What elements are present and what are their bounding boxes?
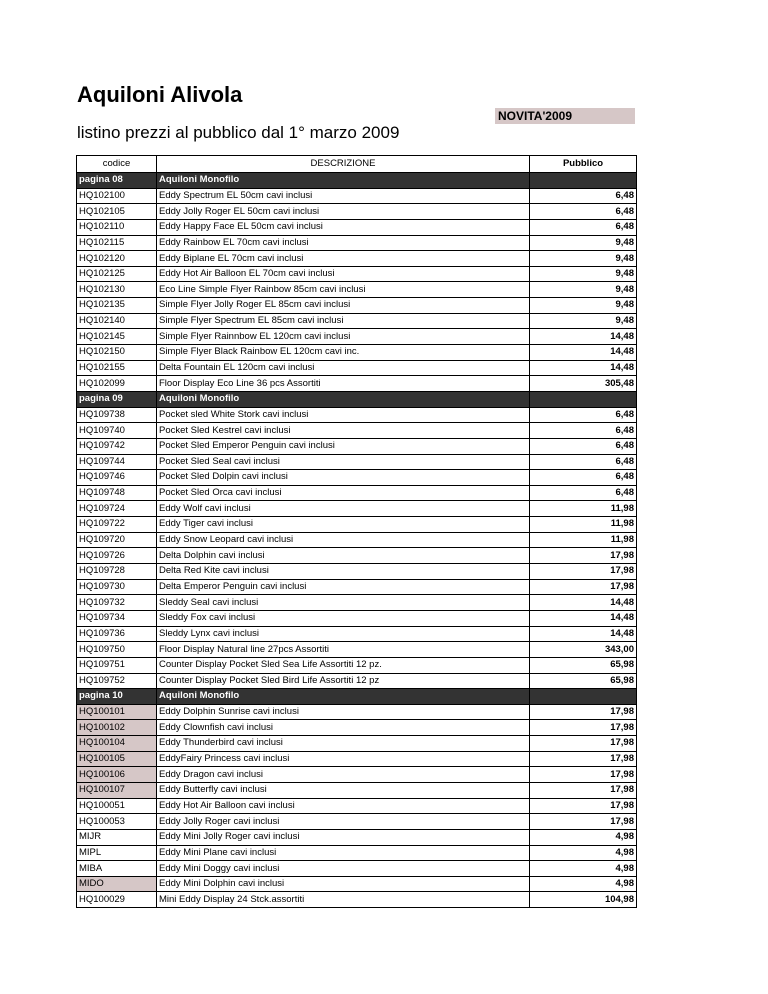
product-code-cell: HQ100053 <box>77 814 157 830</box>
product-code-cell: HQ109730 <box>77 579 157 595</box>
product-code-cell: HQ100107 <box>77 782 157 798</box>
table-header-row <box>77 156 637 173</box>
product-description-cell: Eddy Mini Doggy cavi inclusi <box>157 861 530 877</box>
product-code-cell: HQ102115 <box>77 235 157 251</box>
product-description-cell: Eddy Dragon cavi inclusi <box>157 767 530 783</box>
product-code-cell: HQ109746 <box>77 470 157 486</box>
table-row <box>77 360 637 376</box>
product-description-cell: Eddy Jolly Roger EL 50cm cavi inclusi <box>157 204 530 220</box>
product-price-cell: 6,48 <box>530 204 637 220</box>
product-price-cell: 6,48 <box>530 188 637 204</box>
product-code-cell: HQ100051 <box>77 798 157 814</box>
product-price-cell: 6,48 <box>530 485 637 501</box>
table-row <box>77 579 637 595</box>
product-code-cell: HQ102099 <box>77 376 157 392</box>
product-description-cell: Floor Display Eco Line 36 pcs Assortiti <box>157 376 530 392</box>
product-price-cell: 4,98 <box>530 845 637 861</box>
product-description-cell: Simple Flyer Black Rainbow EL 120cm cavi inc. <box>157 345 530 361</box>
product-price-cell: 9,48 <box>530 313 637 329</box>
product-code-cell: HQ100105 <box>77 751 157 767</box>
product-code-cell: HQ102100 <box>77 188 157 204</box>
product-description-cell: EddyFairy Princess cavi inclusi <box>157 751 530 767</box>
table-row <box>77 266 637 282</box>
product-price-cell <box>530 391 637 407</box>
product-description-cell: Eddy Jolly Roger cavi inclusi <box>157 814 530 830</box>
product-price-cell: 14,48 <box>530 329 637 345</box>
product-price-cell: 4,98 <box>530 861 637 877</box>
table-row <box>77 282 637 298</box>
product-description-cell: Eddy Hot Air Balloon cavi inclusi <box>157 798 530 814</box>
product-description-cell: Eddy Happy Face EL 50cm cavi inclusi <box>157 219 530 235</box>
product-description-cell: Eddy Hot Air Balloon EL 70cm cavi inclusi <box>157 266 530 282</box>
product-price-cell: 305,48 <box>530 376 637 392</box>
product-price-cell: 11,98 <box>530 517 637 533</box>
product-code-cell: HQ102145 <box>77 329 157 345</box>
product-description-cell: Eddy Wolf cavi inclusi <box>157 501 530 517</box>
product-description-cell: Sleddy Fox cavi inclusi <box>157 610 530 626</box>
table-row <box>77 298 637 314</box>
product-price-cell: 14,48 <box>530 360 637 376</box>
product-code-cell: HQ109744 <box>77 454 157 470</box>
section-category-label: Aquiloni Monofilo <box>157 173 530 189</box>
product-description-cell: Eddy Spectrum EL 50cm cavi inclusi <box>157 188 530 204</box>
table-row <box>77 767 637 783</box>
product-code-cell: HQ109742 <box>77 438 157 454</box>
product-code-cell: HQ109726 <box>77 548 157 564</box>
table-row <box>77 845 637 861</box>
table-row <box>77 548 637 564</box>
product-description-cell: Pocket Sled Orca cavi inclusi <box>157 485 530 501</box>
column-header-code: codice <box>77 156 157 173</box>
section-header-row <box>77 391 637 407</box>
product-description-cell: Counter Display Pocket Sled Bird Life Assortiti 12 pz <box>157 673 530 689</box>
novita-badge: NOVITA'2009 <box>495 108 635 124</box>
table-row <box>77 720 637 736</box>
product-description-cell: Sleddy Lynx cavi inclusi <box>157 626 530 642</box>
product-description-cell: Eddy Dolphin Sunrise cavi inclusi <box>157 704 530 720</box>
product-description-cell: Floor Display Natural line 27pcs Assortiti <box>157 642 530 658</box>
table-row <box>77 610 637 626</box>
product-description-cell: Eddy Snow Leopard cavi inclusi <box>157 532 530 548</box>
product-price-cell <box>530 689 637 705</box>
product-price-cell: 9,48 <box>530 298 637 314</box>
product-price-cell: 11,98 <box>530 501 637 517</box>
product-price-cell: 17,98 <box>530 579 637 595</box>
product-code-cell: HQ100106 <box>77 767 157 783</box>
table-row <box>77 876 637 892</box>
product-code-cell: HQ109720 <box>77 532 157 548</box>
product-code-cell: HQ109738 <box>77 407 157 423</box>
section-header-row <box>77 173 637 189</box>
table-row <box>77 454 637 470</box>
product-description-cell: Pocket sled White Stork cavi inclusi <box>157 407 530 423</box>
table-row <box>77 751 637 767</box>
table-row <box>77 313 637 329</box>
price-table <box>76 155 637 908</box>
table-row <box>77 517 637 533</box>
product-description-cell: Delta Fountain EL 120cm cavi inclusi <box>157 360 530 376</box>
product-price-cell: 14,48 <box>530 595 637 611</box>
table-body <box>77 173 637 908</box>
table-row <box>77 532 637 548</box>
product-description-cell: Delta Red Kite cavi inclusi <box>157 564 530 580</box>
product-code-cell: HQ102125 <box>77 266 157 282</box>
product-price-cell: 17,98 <box>530 736 637 752</box>
table-row <box>77 376 637 392</box>
table-row <box>77 407 637 423</box>
table-row <box>77 204 637 220</box>
product-description-cell: Eddy Tiger cavi inclusi <box>157 517 530 533</box>
table-row <box>77 626 637 642</box>
product-price-cell: 14,48 <box>530 626 637 642</box>
table-row <box>77 219 637 235</box>
product-code-cell: HQ109740 <box>77 423 157 439</box>
product-description-cell: Delta Dolphin cavi inclusi <box>157 548 530 564</box>
product-price-cell: 17,98 <box>530 798 637 814</box>
table-row <box>77 235 637 251</box>
product-price-cell: 9,48 <box>530 235 637 251</box>
product-code-cell: HQ109750 <box>77 642 157 658</box>
table-row <box>77 798 637 814</box>
product-code-cell: HQ109751 <box>77 657 157 673</box>
product-code-cell: HQ109722 <box>77 517 157 533</box>
product-price-cell: 17,98 <box>530 767 637 783</box>
product-price-cell: 6,48 <box>530 423 637 439</box>
product-code-cell: HQ102135 <box>77 298 157 314</box>
table-row <box>77 595 637 611</box>
product-price-cell: 4,98 <box>530 829 637 845</box>
section-page-label: pagina 10 <box>77 689 157 705</box>
product-price-cell: 6,48 <box>530 219 637 235</box>
product-code-cell: HQ109732 <box>77 595 157 611</box>
product-description-cell: Eddy Rainbow EL 70cm cavi inclusi <box>157 235 530 251</box>
table-row <box>77 485 637 501</box>
product-code-cell: HQ109736 <box>77 626 157 642</box>
product-code-cell: HQ100101 <box>77 704 157 720</box>
section-header-row <box>77 689 637 705</box>
product-price-cell: 14,48 <box>530 610 637 626</box>
product-price-cell <box>530 173 637 189</box>
product-price-cell: 17,98 <box>530 704 637 720</box>
product-price-cell: 9,48 <box>530 282 637 298</box>
section-page-label: pagina 08 <box>77 173 157 189</box>
table-row <box>77 892 637 908</box>
product-price-cell: 6,48 <box>530 438 637 454</box>
product-description-cell: Eddy Biplane EL 70cm cavi inclusi <box>157 251 530 267</box>
product-code-cell: MIJR <box>77 829 157 845</box>
product-price-cell: 104,98 <box>530 892 637 908</box>
table-row <box>77 861 637 877</box>
product-code-cell: HQ109724 <box>77 501 157 517</box>
product-price-cell: 343,00 <box>530 642 637 658</box>
table-row <box>77 470 637 486</box>
product-code-cell: MIPL <box>77 845 157 861</box>
product-price-cell: 6,48 <box>530 470 637 486</box>
table-row <box>77 673 637 689</box>
table-row <box>77 704 637 720</box>
column-header-price: Pubblico <box>530 156 637 173</box>
table-row <box>77 829 637 845</box>
product-description-cell: Sleddy Seal cavi inclusi <box>157 595 530 611</box>
table-row <box>77 251 637 267</box>
product-description-cell: Eddy Clownfish cavi inclusi <box>157 720 530 736</box>
product-description-cell: Pocket Sled Emperor Penguin cavi inclusi <box>157 438 530 454</box>
product-code-cell: HQ100104 <box>77 736 157 752</box>
column-header-description: DESCRIZIONE <box>157 156 530 173</box>
product-price-cell: 14,48 <box>530 345 637 361</box>
table-row <box>77 188 637 204</box>
product-price-cell: 17,98 <box>530 564 637 580</box>
product-code-cell: MIBA <box>77 861 157 877</box>
product-code-cell: HQ102155 <box>77 360 157 376</box>
section-category-label: Aquiloni Monofilo <box>157 391 530 407</box>
product-description-cell: Pocket Sled Dolpin cavi inclusi <box>157 470 530 486</box>
table-row <box>77 657 637 673</box>
table-row <box>77 501 637 517</box>
product-price-cell: 4,98 <box>530 876 637 892</box>
product-description-cell: Simple Flyer Spectrum EL 85cm cavi inclusi <box>157 313 530 329</box>
product-price-cell: 17,98 <box>530 782 637 798</box>
table-row <box>77 345 637 361</box>
product-code-cell: HQ100029 <box>77 892 157 908</box>
product-price-cell: 9,48 <box>530 251 637 267</box>
product-description-cell: Eddy Thunderbird cavi inclusi <box>157 736 530 752</box>
product-description-cell: Delta Emperor Penguin cavi inclusi <box>157 579 530 595</box>
product-code-cell: HQ109748 <box>77 485 157 501</box>
product-price-cell: 17,98 <box>530 751 637 767</box>
product-code-cell: HQ102120 <box>77 251 157 267</box>
product-description-cell: Pocket Sled Kestrel cavi inclusi <box>157 423 530 439</box>
table-row <box>77 423 637 439</box>
product-price-cell: 65,98 <box>530 657 637 673</box>
product-code-cell: HQ109728 <box>77 564 157 580</box>
table-row <box>77 814 637 830</box>
product-description-cell: Eddy Mini Plane cavi inclusi <box>157 845 530 861</box>
product-price-cell: 17,98 <box>530 720 637 736</box>
product-price-cell: 65,98 <box>530 673 637 689</box>
product-code-cell: HQ102150 <box>77 345 157 361</box>
product-description-cell: Eddy Butterfly cavi inclusi <box>157 782 530 798</box>
section-category-label: Aquiloni Monofilo <box>157 689 530 705</box>
table-row <box>77 564 637 580</box>
table-row <box>77 438 637 454</box>
product-code-cell: HQ102110 <box>77 219 157 235</box>
product-price-cell: 9,48 <box>530 266 637 282</box>
product-description-cell: Eddy Mini Jolly Roger cavi inclusi <box>157 829 530 845</box>
product-code-cell: HQ102130 <box>77 282 157 298</box>
product-description-cell: Mini Eddy Display 24 Stck.assortiti <box>157 892 530 908</box>
product-price-cell: 6,48 <box>530 454 637 470</box>
product-description-cell: Eddy Mini Dolphin cavi inclusi <box>157 876 530 892</box>
page-title: Aquiloni Alivola <box>77 82 243 107</box>
product-description-cell: Simple Flyer Rainnbow EL 120cm cavi inclusi <box>157 329 530 345</box>
product-description-cell: Pocket Sled Seal cavi inclusi <box>157 454 530 470</box>
table-row <box>77 736 637 752</box>
product-code-cell: HQ109734 <box>77 610 157 626</box>
table-row <box>77 782 637 798</box>
table-row <box>77 329 637 345</box>
product-price-cell: 17,98 <box>530 548 637 564</box>
product-description-cell: Simple Flyer Jolly Roger EL 85cm cavi inclusi <box>157 298 530 314</box>
product-price-cell: 17,98 <box>530 814 637 830</box>
product-price-cell: 11,98 <box>530 532 637 548</box>
price-list-subtitle: listino prezzi al pubblico dal 1° marzo 2009 <box>77 123 400 142</box>
table-row <box>77 642 637 658</box>
product-code-cell: MIDO <box>77 876 157 892</box>
product-price-cell: 6,48 <box>530 407 637 423</box>
product-code-cell: HQ102140 <box>77 313 157 329</box>
product-code-cell: HQ102105 <box>77 204 157 220</box>
product-description-cell: Counter Display Pocket Sled Sea Life Assortiti 12 pz. <box>157 657 530 673</box>
product-code-cell: HQ109752 <box>77 673 157 689</box>
product-description-cell: Eco Line Simple Flyer Rainbow 85cm cavi inclusi <box>157 282 530 298</box>
product-code-cell: HQ100102 <box>77 720 157 736</box>
section-page-label: pagina 09 <box>77 391 157 407</box>
